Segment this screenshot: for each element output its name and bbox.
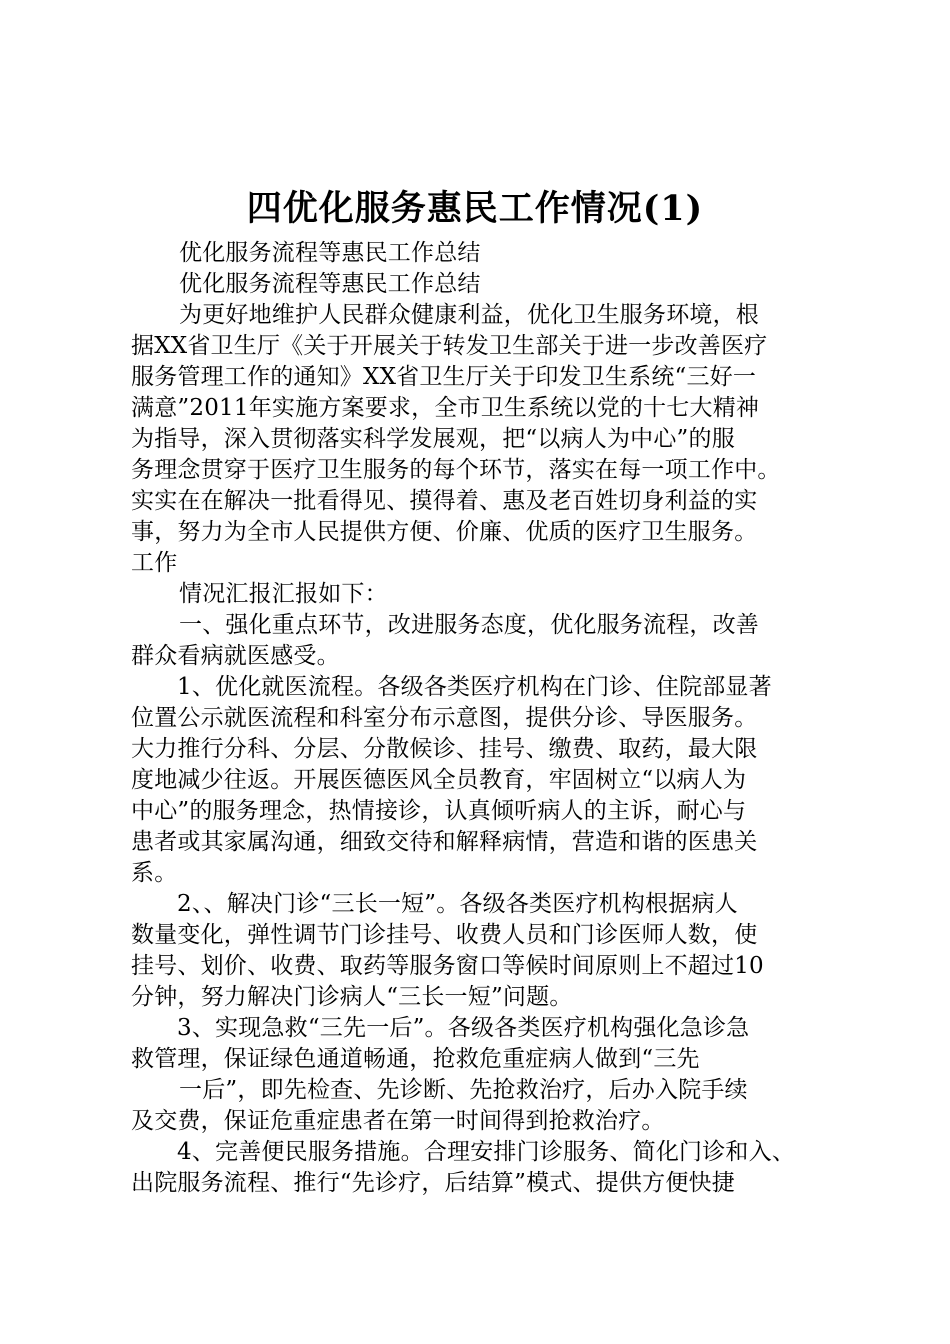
text-line: 系。: [131, 860, 178, 886]
text-line: 挂号、划价、收费、取药等服务窗口等候时间原则上不超过10: [131, 953, 764, 979]
text-line: 为指导，深入贯彻落实科学发展观，把“以病人为中心”的服: [131, 426, 735, 452]
text-line: 数量变化，弹性调节门诊挂号、收费人员和门诊医师人数，使: [131, 922, 758, 948]
text-line: 服务管理工作的通知》XX省卫生厅关于印发卫生系统“三好一: [131, 364, 757, 390]
text-line: 患者或其家属沟通，细致交待和解释病情，营造和谐的医患关: [131, 829, 758, 855]
text-line: 及交费，保证危重症患者在第一时间得到抢救治疗。: [131, 1108, 665, 1134]
text-line: 位置公示就医流程和科室分布示意图，提供分诊、导医服务。: [131, 705, 758, 731]
text-line: 4、完善便民服务措施。合理安排门诊服务、简化门诊和入、: [177, 1139, 796, 1165]
text-line: 一后”，即先检查、先诊断、先抢救治疗，后办入院手续: [179, 1077, 748, 1103]
text-line: 一、强化重点环节，改进服务态度，优化服务流程，改善: [179, 612, 759, 638]
text-line: 大力推行分科、分层、分散候诊、挂号、缴费、取药，最大限: [131, 736, 758, 762]
text-line: 度地减少往返。开展医德医风全员教育，牢固树立“以病人为: [131, 767, 747, 793]
text-line: 为更好地维护人民群众健康利益，优化卫生服务环境，根: [179, 302, 759, 328]
text-line: 据XX省卫生厅《关于开展关于转发卫生部关于进一步改善医疗: [131, 333, 768, 359]
text-line: 群众看病就医感受。: [131, 643, 340, 669]
document-body: [131, 238, 841, 1199]
text-line: 工作: [131, 550, 178, 576]
document-title: 四优化服务惠民工作情况(1): [246, 188, 704, 229]
text-line: 务理念贯穿于医疗卫生服务的每个环节，落实在每一项工作中。: [131, 457, 781, 483]
text-line: 出院服务流程、推行“先诊疗，后结算”模式、提供方便快捷: [131, 1170, 735, 1196]
text-line: 优化服务流程等惠民工作总结: [179, 271, 481, 297]
text-line: 满意”2011年实施方案要求，全市卫生系统以党的十七大精神: [131, 395, 760, 421]
text-line: 中心”的服务理念，热情接诊，认真倾听病人的主诉，耐心与: [131, 798, 747, 824]
text-line: 实实在在解决一批看得见、摸得着、惠及老百姓切身利益的实: [131, 488, 758, 514]
text-line: 情况汇报汇报如下：: [179, 581, 388, 607]
text-line: 事，努力为全市人民提供方便、价廉、优质的医疗卫生服务。: [131, 519, 758, 545]
text-line: 2、、解决门诊“三长一短”。各级各类医疗机构根据病人: [177, 891, 738, 917]
text-line: 3、实现急救“三先一后”。各级各类医疗机构强化急诊急: [177, 1015, 750, 1041]
text-line: 优化服务流程等惠民工作总结: [179, 240, 481, 266]
text-line: 救管理，保证绿色通道畅通，抢救危重症病人做到“三先: [131, 1046, 700, 1072]
text-line: 分钟，努力解决门诊病人“三长一短”问题。: [131, 984, 573, 1010]
text-line: 1、优化就医流程。各级各类医疗机构在门诊、住院部显著: [177, 674, 772, 700]
